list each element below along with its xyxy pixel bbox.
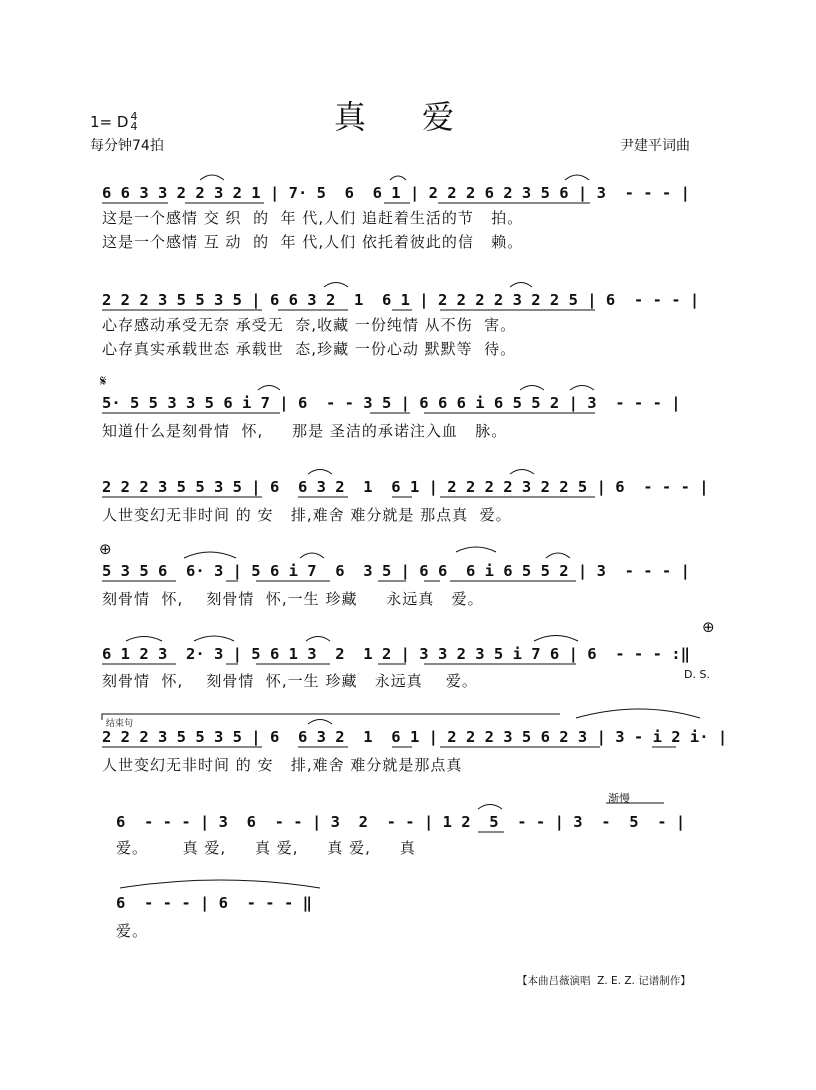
- ritardando-mark: 渐慢: [608, 792, 630, 805]
- coda-sign: ⊕: [99, 540, 112, 558]
- time-signature: 4 4: [130, 110, 138, 133]
- dal-segno-mark: D. S.: [684, 668, 710, 681]
- lyrics-line-3: 知道什么是刻骨情 怀, 那是 圣洁的承诺注入血 脉。: [102, 422, 508, 440]
- footer-credit: 【本曲吕薇演唱 Z. E. Z. 记谱制作】: [517, 975, 691, 987]
- notation-line-5: 5 3 5 6 6· 3 | 5 6 i 7 6 3 5 | 6 6 6 i 6 5 5 2 | 3 - - - |: [102, 562, 690, 580]
- lyrics-line-2b: 心存真实承载世态 承载世 态,珍藏 一份心动 默默等 待。: [102, 340, 517, 358]
- tempo-marking: 每分钟74拍: [90, 138, 164, 154]
- lyrics-line-7: 人世变幻无非时间 的 安 排,难舍 难分就是那点真: [102, 756, 463, 774]
- composer-credit: 尹建平词曲: [620, 138, 690, 154]
- coda-sign-end: ⊕: [702, 618, 715, 636]
- ending-label: 结束句: [106, 719, 134, 729]
- key-signature: 1= D 4 4: [90, 110, 138, 133]
- lyrics-line-1b: 这是一个感情 互 动 的 年 代,人们 依托着彼此的信 赖。: [102, 233, 524, 251]
- notation-line-2: 2 2 2 3 5 5 3 5 | 6 6 3 2 1 6 1 | 2 2 2 2 3 2 2 5 | 6 - - - |: [102, 291, 700, 309]
- notation-line-1: 6 6 3 3 2 2 3 2 1 | 7· 5 6 6 1 | 2 2 2 6 2 3 5 6 | 3 - - - |: [102, 184, 690, 202]
- notation-line-7: 2 2 2 3 5 5 3 5 | 6 6 3 2 1 6 1 | 2 2 2 3 5 6 2 3 | 3 - i 2 i· |: [102, 728, 728, 746]
- lyrics-line-5: 刻骨情 怀, 刻骨情 怀,一生 珍藏 永远真 爱。: [102, 590, 484, 608]
- lyrics-line-8: 爱。 真 爱, 真 爱, 真 爱, 真: [116, 839, 416, 857]
- notation-line-9: 6 - - - | 6 - - - ‖: [116, 894, 312, 912]
- lyrics-line-4: 人世变幻无非时间 的 安 排,难舍 难分就是 那点真 爱。: [102, 506, 512, 524]
- notation-line-3: 5· 5 5 3 3 5 6 i 7 | 6 - - 3 5 | 6 6 6 i 6 5 5 2 | 3 - - - |: [102, 394, 681, 412]
- song-title: 真爱: [334, 98, 511, 136]
- segno-sign: 𝄋: [100, 372, 107, 390]
- notation-line-8: 6 - - - | 3 6 - - | 3 2 - - | 1 2 5 - - | 3 - 5 - |: [116, 813, 686, 831]
- lyrics-line-1a: 这是一个感情 交 织 的 年 代,人们 追赶着生活的节 拍。: [102, 209, 524, 227]
- lyrics-line-2a: 心存感动承受无奈 承受无 奈,收藏 一份纯情 从不伤 害。: [102, 316, 517, 334]
- lyrics-line-9: 爱。: [116, 922, 149, 940]
- notation-line-6: 6 1 2 3 2· 3 | 5 6 1 3 2 1 2 | 3 3 2 3 5 i 7 6 | 6 - - - :‖: [102, 645, 690, 663]
- notation-line-4: 2 2 2 3 5 5 3 5 | 6 6 3 2 1 6 1 | 2 2 2 2 3 2 2 5 | 6 - - - |: [102, 478, 709, 496]
- lyrics-line-6: 刻骨情 怀, 刻骨情 怀,一生 珍藏 永远真 爱。: [102, 672, 478, 690]
